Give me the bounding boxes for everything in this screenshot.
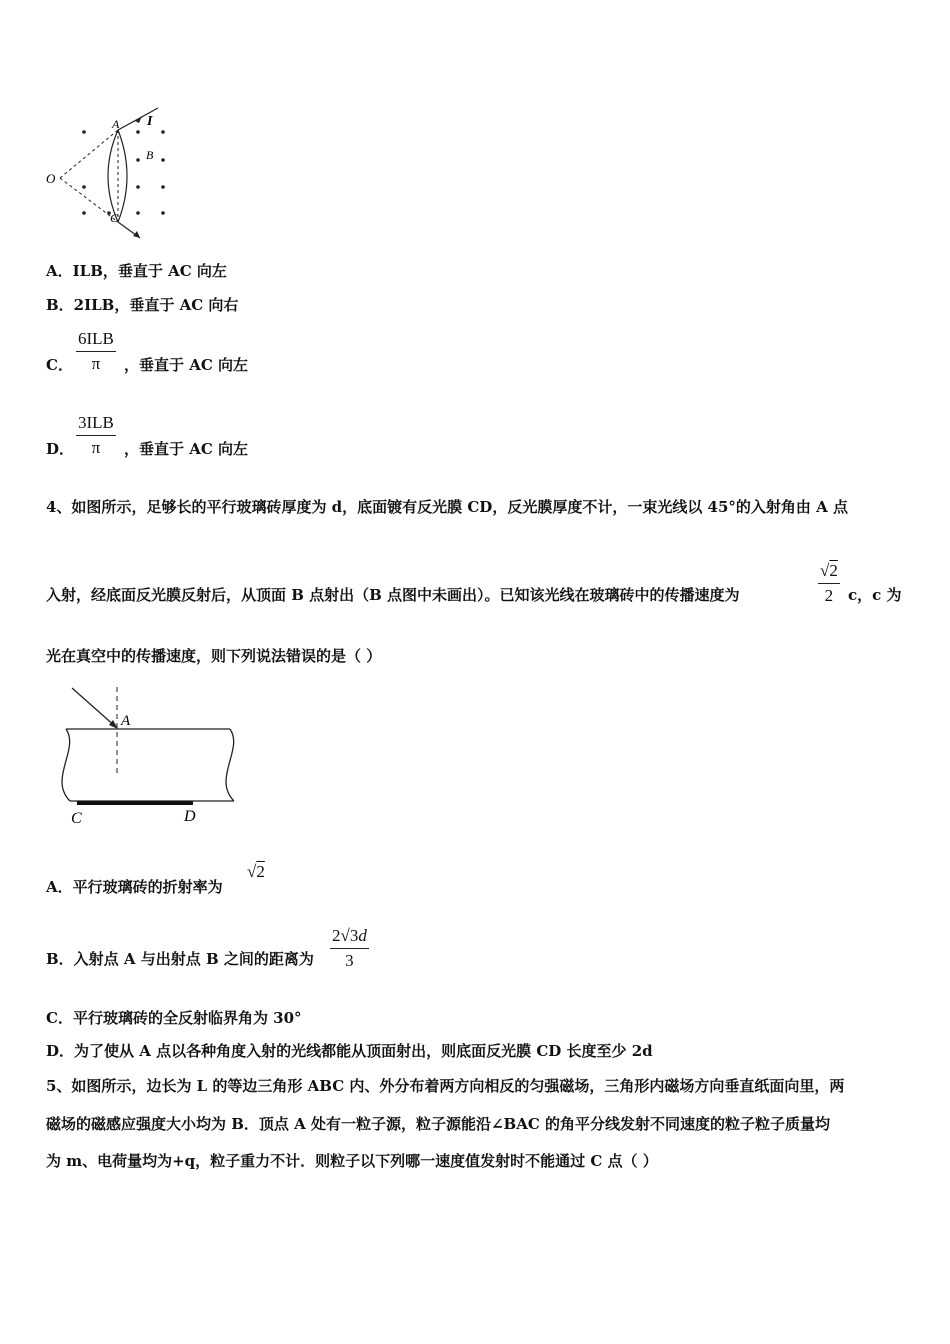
wire-left-arc: [108, 130, 118, 222]
q5-text-line1: 5、如图所示，边长为 L 的等边三角形 ABC 内、外分布着两方向相反的匀强磁场，三角形内磁场方向垂直纸面向里，两: [46, 1077, 845, 1095]
fig1-label-a: A: [112, 117, 120, 131]
q3-d-denominator: π: [91, 438, 101, 457]
figure-wire-in-field: [40, 100, 180, 245]
q4-option-b: B．入射点 A 与出射点 B 之间的距离为: [46, 950, 314, 968]
q3-c-denominator: π: [91, 354, 101, 373]
q4-speed-denominator: 2: [824, 586, 834, 605]
q4-option-a-sqrt: √2: [247, 862, 265, 881]
fig1-label-c: C: [110, 211, 119, 225]
q3-option-c-fraction: [76, 329, 116, 374]
fig2-label-a: A: [121, 713, 131, 729]
incident-ray: [72, 688, 116, 727]
q3-d-numerator: 3ILB: [78, 413, 114, 432]
fig2-label-c: C: [71, 810, 82, 827]
q3-option-d-suffix: ，垂直于 AC 向左: [124, 440, 249, 458]
q3-option-c-suffix: ，垂直于 AC 向左: [124, 356, 249, 374]
wire-right-arc: [118, 130, 127, 222]
q4-option-c: C．平行玻璃砖的全反射临界角为 30°: [46, 1009, 302, 1027]
q4-b-denominator: 3: [345, 951, 354, 970]
q3-c-numerator: 6ILB: [78, 329, 114, 348]
q4-text-line3: 光在真空中的传播速度，则下列说法错误的是（ ）: [46, 647, 382, 665]
q4-option-a: A．平行玻璃砖的折射率为: [46, 878, 223, 896]
q4-text-line1: 4、如图所示，足够长的平行玻璃砖厚度为 d，底面镀有反光膜 CD，反光膜厚度不计，一束光线以 45°的入射角由 A 点: [46, 498, 848, 516]
q3-option-d-fraction: [76, 413, 116, 458]
slab-left-edge: [62, 729, 70, 801]
q4-speed-fraction: [818, 561, 840, 606]
q5-text-line3: 为 m、电荷量均为+q，粒子重力不计．则粒子以下列哪一速度值发射时不能通过 C 点（ ）: [46, 1152, 658, 1170]
fig1-label-o: O: [46, 171, 56, 186]
q4-text-line2b: c，c 为: [848, 586, 902, 604]
fig1-label-b: B: [146, 148, 154, 162]
current-arrow-icon: [133, 231, 140, 238]
slab-right-edge: [226, 729, 234, 801]
q4-speed-numerator: √2: [820, 561, 838, 580]
fig2-label-d: D: [184, 808, 196, 825]
q4-b-numerator: 2√3d: [332, 926, 367, 945]
q3-option-d-prefix: D．: [46, 440, 75, 458]
fig1-label-i: I: [147, 114, 153, 129]
q4-text-line2a: 入射，经底面反光膜反射后，从顶面 B 点射出（B 点图中未画出）。已知该光线在玻璃砖中的传播速度为: [46, 586, 740, 604]
q5-text-line2: 磁场的磁感应强度大小均为 B．顶点 A 处有一粒子源，粒子源能沿∠BAC 的角平分线发射不同速度的粒子粒子质量均: [46, 1115, 831, 1133]
q4-option-d: D．为了使从 A 点以各种角度入射的光线都能从顶面射出，则底面反光膜 CD 长度至少 2d: [46, 1042, 653, 1060]
q3-option-c-prefix: C．: [46, 356, 73, 374]
q4-option-b-fraction: [330, 926, 369, 971]
figure-glass-slab: [50, 683, 250, 828]
q3-option-a: A．ILB，垂直于 AC 向左: [46, 262, 227, 280]
q3-option-b: B．2ILB，垂直于 AC 向右: [46, 296, 239, 314]
dashed-oa: [60, 130, 118, 178]
